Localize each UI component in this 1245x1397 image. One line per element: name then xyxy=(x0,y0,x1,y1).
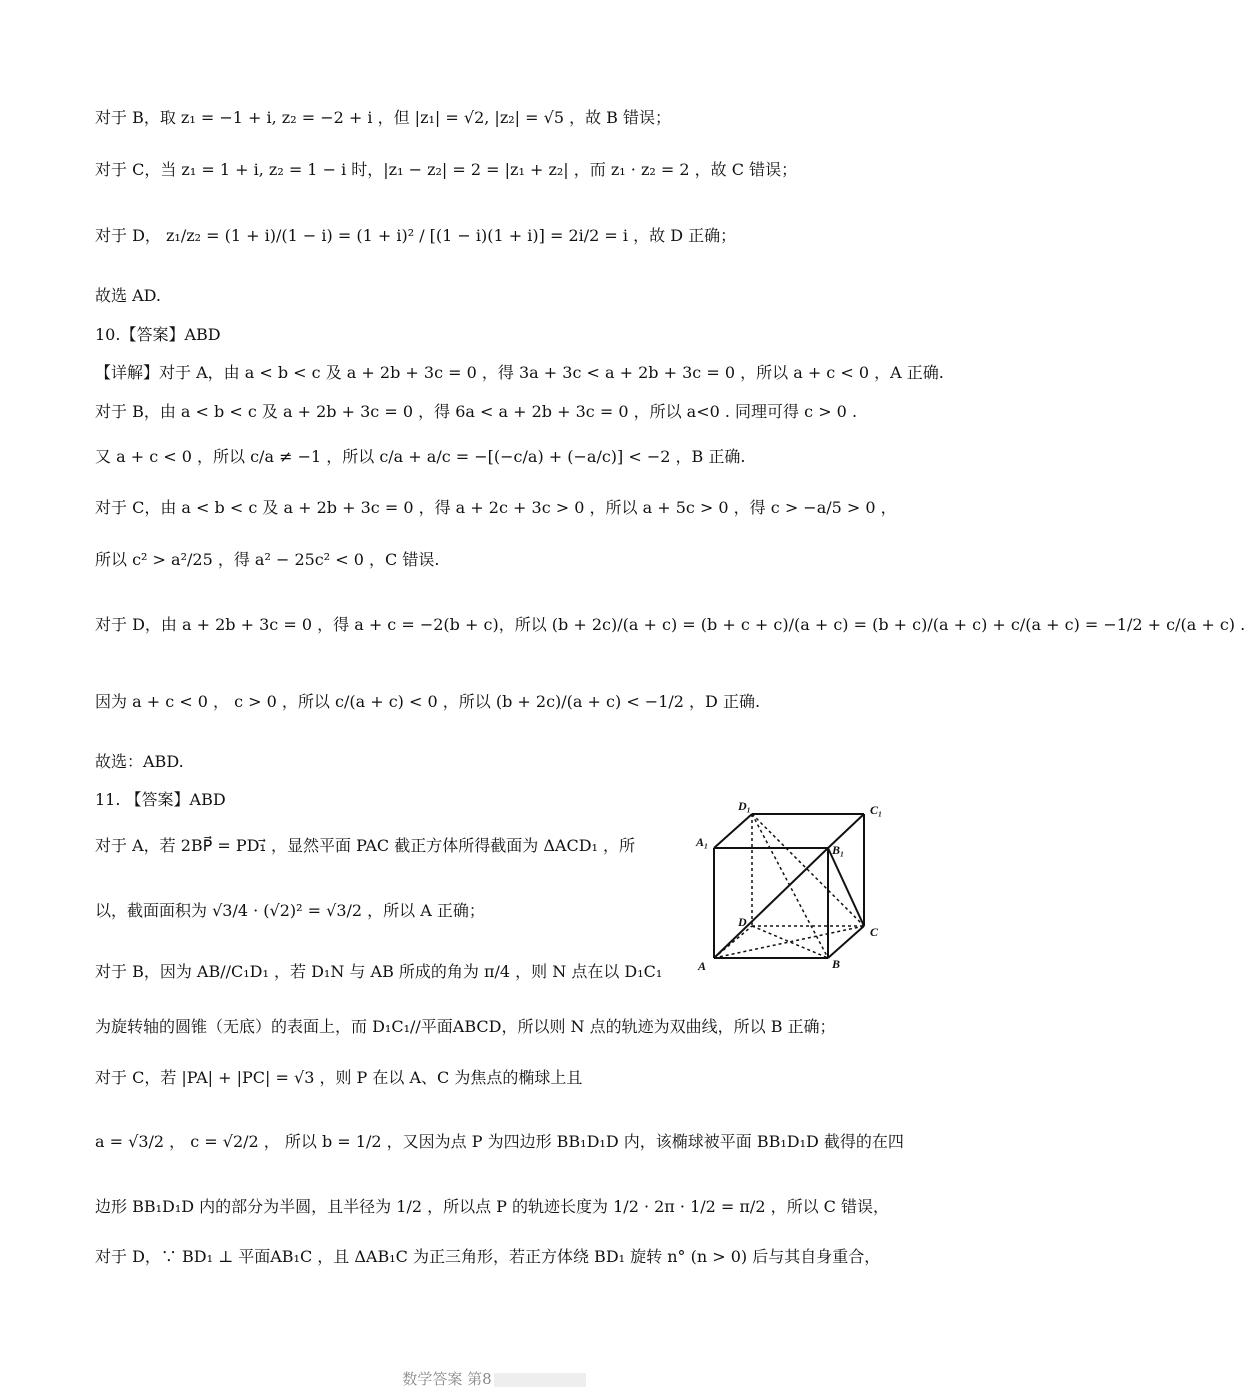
line-16: 以，截面面积为 √3/4 · (√2)² = √3/2 ，所以 A 正确； xyxy=(95,901,485,920)
line-19: 对于 C，若 |PA| + |PC| = √3 ，则 P 在以 A、C 为焦点的椭球上且 xyxy=(95,1068,583,1087)
label-a: A xyxy=(698,959,707,973)
line-22: 对于 D，∵ BD₁ ⊥ 平面AB₁C ，且 ΔAB₁C 为正三角形，若正方体绕 BD₁ 旋转 n° (n > 0) 后与其自身重合， xyxy=(95,1247,881,1266)
line-8: 又 a + c < 0 ，所以 c/a ≠ −1 ，所以 c/a + a/c = −[(−c/a) + (−a/c)] < −2 ，B 正确. xyxy=(95,447,746,466)
line-6: 【详解】对于 A，由 a < b < c 及 a + 2b + 3c = 0 ，得 3a + 3c < a + 2b + 3c = 0 ，所以 a + c < 0 ，A 正确. xyxy=(95,363,944,382)
footer-text: 数学答案 第8 xyxy=(402,1370,492,1388)
line-10: 所以 c² > a²/25 ，得 a² − 25c² < 0 ，C 错误. xyxy=(95,550,440,569)
line-15: 对于 A，若 2BP⃗ = PD₁⃗ ，显然平面 PAC 截正方体所得截面为 ΔACD₁ ，所 xyxy=(95,836,636,855)
line-21: 边形 BB₁D₁D 内的部分为半圆，且半径为 1/2 ，所以点 P 的轨迹长度为 1/2 · 2π · 1/2 = π/2 ，所以 C 错误， xyxy=(95,1197,889,1216)
label-c: C xyxy=(870,925,879,939)
line-14: 11. 【答案】ABD xyxy=(95,790,226,809)
line-12: 因为 a + c < 0 ， c > 0 ，所以 c/(a + c) < 0 ，所以 (b + 2c)/(a + c) < −1/2 ，D 正确. xyxy=(95,692,761,711)
line-20: a = √3/2 ， c = √2/2 ， 所以 b = 1/2 ，又因为点 P 为四边形 BB₁D₁D 内，该椭球被平面 BB₁D₁D 截得的在四 xyxy=(95,1132,904,1151)
line-9: 对于 C，由 a < b < c 及 a + 2b + 3c = 0 ，得 a + 2c + 3c > 0 ，所以 a + 5c > 0 ，得 c > −a/5 > 0 ， xyxy=(95,498,897,517)
line-2: 对于 C，当 z₁ = 1 + i, z₂ = 1 − i 时，|z₁ − z₂| = 2 = |z₁ + z₂| ，而 z₁ · z₂ = 2 ，故 C 错误； xyxy=(95,160,798,179)
label-d1: D₁ xyxy=(738,799,751,813)
redaction-mask xyxy=(494,1373,586,1387)
label-a1: A₁ xyxy=(696,835,709,849)
line-5: 10.【答案】ABD xyxy=(95,325,221,344)
label-d: D xyxy=(738,915,747,929)
page-footer xyxy=(0,1368,988,1389)
line-11: 对于 D，由 a + 2b + 3c = 0 ，得 a + c = −2(b + c)，所以 (b + 2c)/(a + c) = (b + c + c)/(a + c) = (b + c)/(a + c) + c/(a + c) = −1/2 + c/(a + c) . xyxy=(95,615,1245,634)
line-3: 对于 D， z₁/z₂ = (1 + i)/(1 − i) = (1 + i)² / [(1 − i)(1 + i)] = 2i/2 = i ，故 D 正确； xyxy=(95,226,737,245)
line-1: 对于 B，取 z₁ = −1 + i, z₂ = −2 + i ，但 |z₁| = √2, |z₂| = √5 ，故 B 错误； xyxy=(95,108,672,127)
line-13: 故选：ABD. xyxy=(95,752,184,771)
label-b: B xyxy=(832,957,841,971)
line-18: 为旋转轴的圆锥（无底）的表面上，而 D₁C₁//平面ABCD，所以则 N 点的轨迹为双曲线，所以 B 正确； xyxy=(95,1017,836,1036)
line-17: 对于 B，因为 AB//C₁D₁ ，若 D₁N 与 AB 所成的角为 π/4 ，则 N 点在以 D₁C₁ xyxy=(95,962,663,981)
label-b1: B₁ xyxy=(832,843,845,857)
cube-figure xyxy=(694,796,894,976)
label-c1: C₁ xyxy=(870,803,883,817)
line-4: 故选 AD. xyxy=(95,286,161,305)
line-7: 对于 B，由 a < b < c 及 a + 2b + 3c = 0 ，得 6a < a + 2b + 3c = 0 ，所以 a<0 . 同理可得 c > 0 . xyxy=(95,402,858,421)
